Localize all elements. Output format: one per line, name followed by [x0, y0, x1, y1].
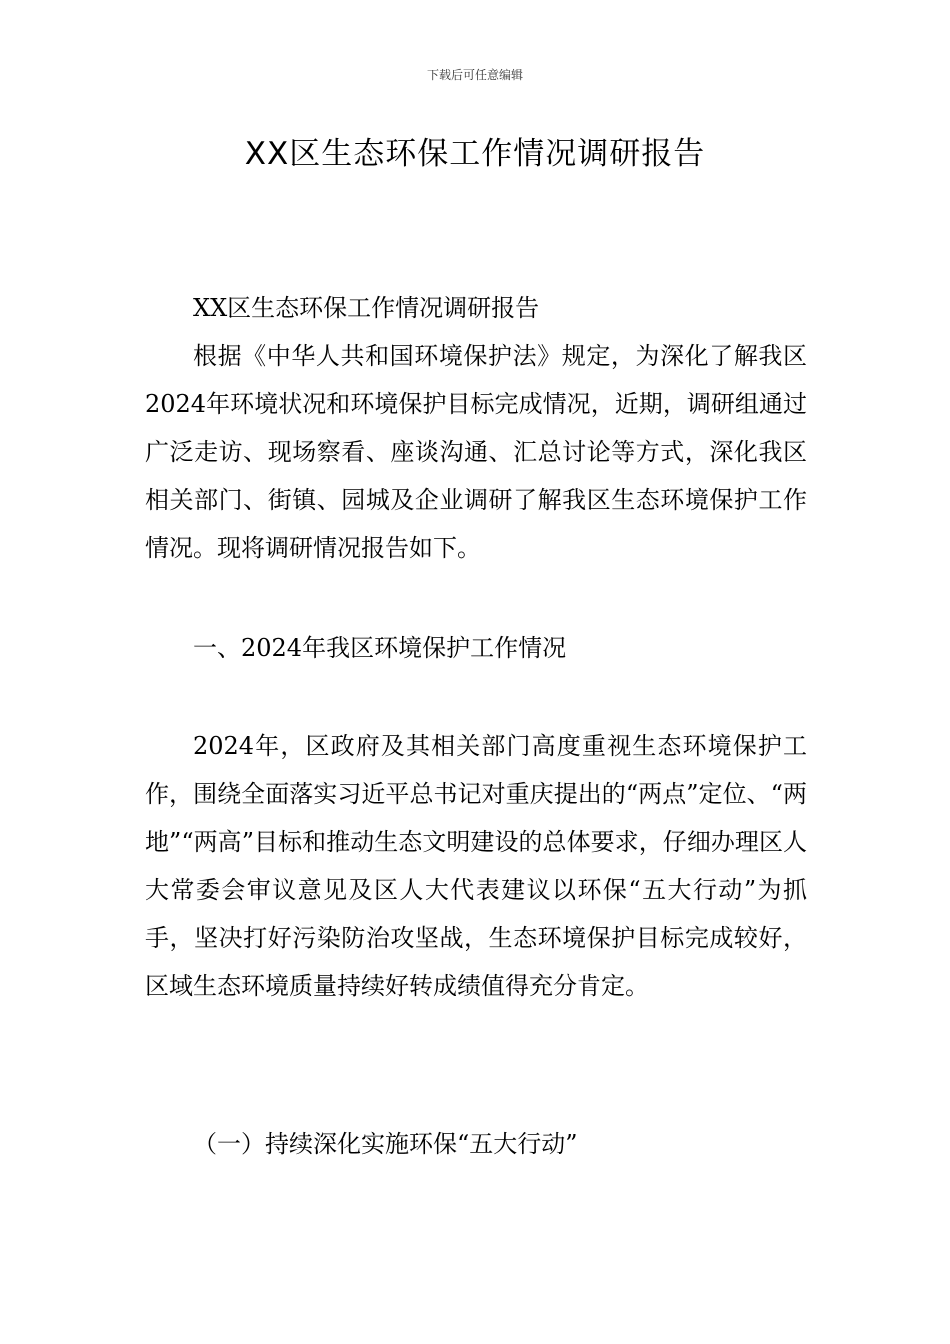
section-1-content [145, 722, 807, 1010]
section-1 [145, 624, 807, 672]
intro-paragraph: 根据《中华人共和国环境保护法》规定，为深化了解我区2024年环境状况和环境保护目标完成情况，近期，调研组通过广泛走访、现场察看、座谈沟通、汇总讨论等方式，深化我区相关部门、街镇、园城及企业调研了解我区生态环境保护工作情况。现将调研情况报告如下。 [145, 342, 807, 562]
header-note: 下载后可任意编辑 [426, 68, 523, 82]
section-paragraph: 2024年，区政府及其相关部门高度重视生态环境保护工作，围绕全面落实习近平总书记对重庆提出的“两点”定位、“两地”“两高”目标和推动生态文明建设的总体要求，仔细办理区人大常委会审议意见及区人大代表建议以环保“五大行动”为抓手，坚决打好污染防治攻坚战，生态环境保护目标完成较好，区域生态环境质量持续好转成绩值得充分肯定。 [145, 732, 807, 1000]
document-body-top [145, 284, 807, 572]
document-title: XX区生态环保工作情况调研报告 [244, 136, 706, 172]
section-heading: 一、2024年我区环境保护工作情况 [193, 634, 567, 662]
subtitle-paragraph: XX区生态环保工作情况调研报告 [193, 294, 540, 322]
subsection-heading: （一）持续深化实施环保“五大行动” [193, 1130, 578, 1158]
subsection-1 [145, 1120, 807, 1168]
